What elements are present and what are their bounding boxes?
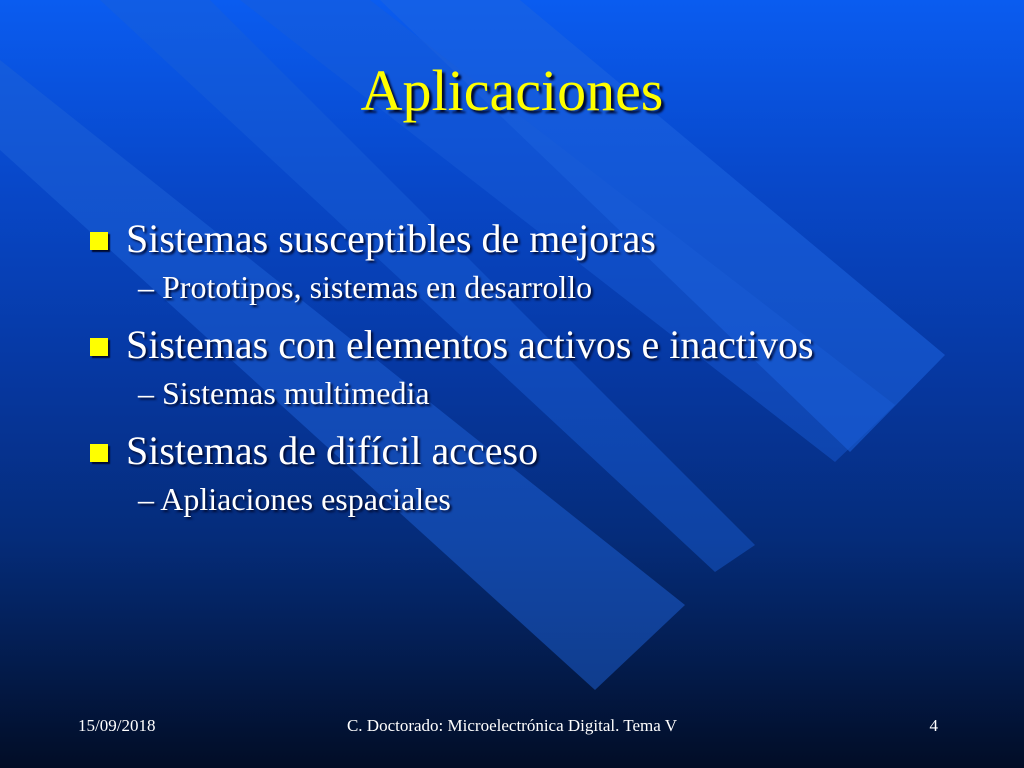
footer-course: C. Doctorado: Microelectrónica Digital. Tema V [346,716,678,735]
bullet-item [88,215,988,307]
square-bullet-icon [90,444,108,462]
bullet-text-row [88,427,988,475]
sub-bullet-text: – Prototipos, sistemas en desarrollo [138,269,593,305]
slide-title: Aplicaciones [360,58,664,123]
sub-bullet-text: – Apliaciones espaciales [138,481,451,517]
bullet-text: Sistemas con elementos activos e inactivos [126,322,814,367]
sub-bullet-text: – Sistemas multimedia [138,375,430,411]
square-bullet-icon [90,232,108,250]
bullet-text-row [88,321,988,369]
bullet-list [88,215,988,533]
bullet-item [88,427,988,519]
bullet-text-row [88,215,988,263]
bullet-text: Sistemas susceptibles de mejoras [126,216,656,261]
footer-page-number: 4 [929,716,938,735]
bullet-item [88,321,988,413]
bullet-text: Sistemas de difícil acceso [126,428,539,473]
square-bullet-icon [90,338,108,356]
footer-date: 15/09/2018 [78,716,156,735]
